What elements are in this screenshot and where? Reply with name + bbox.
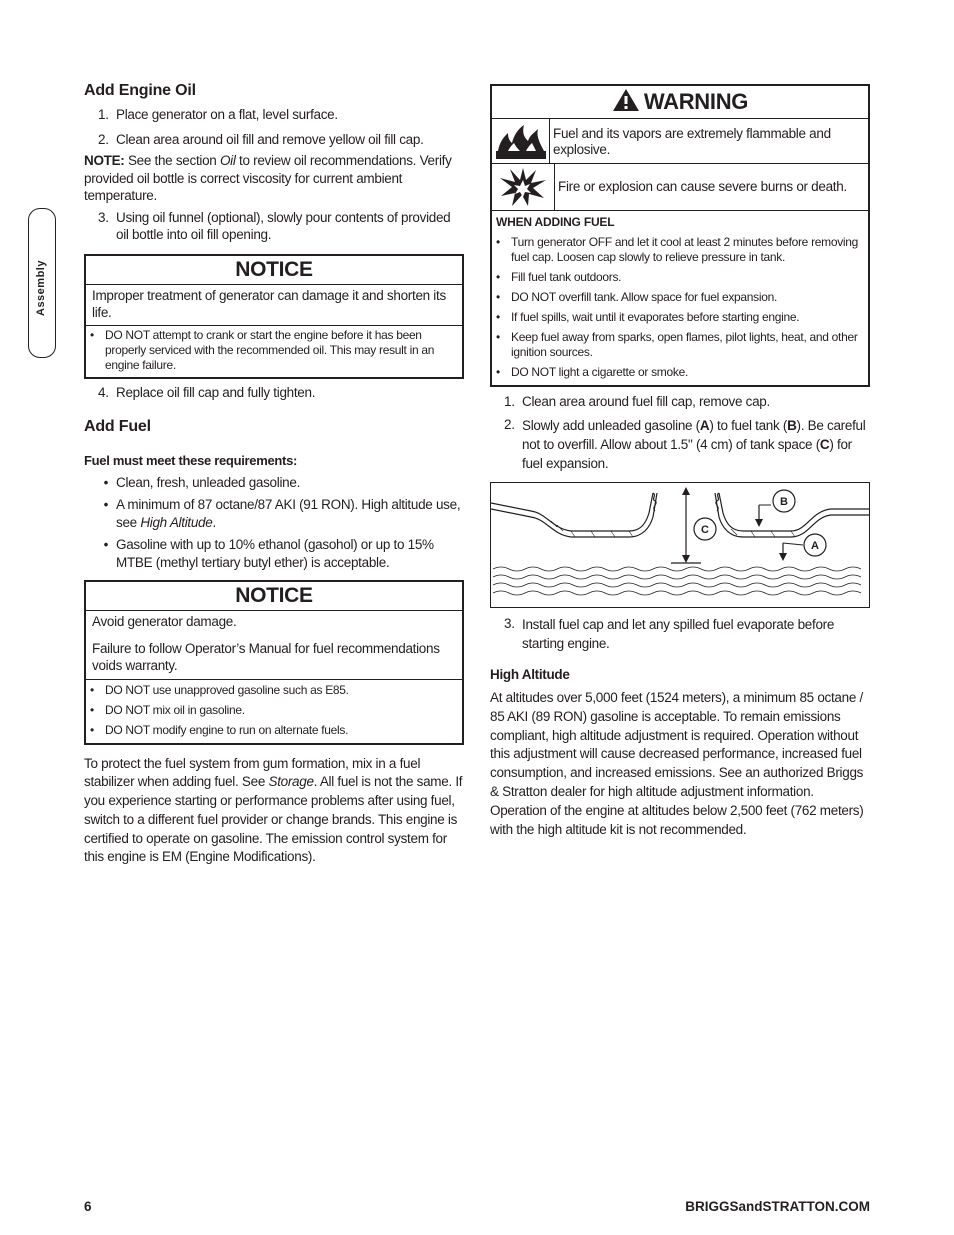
oil-step-3	[84, 209, 464, 244]
high-altitude-heading: High Altitude	[490, 666, 570, 682]
high-altitude-paragraph: At altitudes over 5,000 feet (1524 meters), a minimum 85 octane / 85 AKI (89 RON) gasoline is acceptable. To remain emissions compliant, high altitude adjustment is required. Operation without this adjustment will cause decreased performance, increased fuel consumption, and increased emissions. See an authorized Briggs & Stratton dealer for high altitude adjustment information. Operation of the engine at altitudes below 2,500 feet (762 meters) with the high altitude kit is not recommended.	[490, 690, 864, 837]
list-item: • DO NOT overfill tank. Allow space for fuel expansion.	[496, 290, 778, 304]
list-item: • Clean, fresh, unleaded gasoline.	[103, 474, 301, 490]
footer-website: BRIGGSandSTRATTON.COM	[685, 1199, 870, 1214]
notice-text: Failure to follow Operator’s Manual for fuel recommendations voids warranty.	[92, 640, 440, 673]
notice-text: Avoid generator damage.	[92, 614, 237, 629]
add-engine-oil-heading: Add Engine Oil	[84, 82, 196, 99]
notice-bullets	[90, 683, 456, 738]
explosion-icon	[498, 166, 548, 208]
notice-title: NOTICE	[86, 256, 462, 285]
notice-title: NOTICE	[86, 582, 462, 611]
list-item: 1. Place generator on a flat, level surface.	[98, 107, 338, 122]
page-number: 6	[84, 1199, 92, 1214]
notice-box-fuel	[84, 580, 464, 745]
list-item: • DO NOT modify engine to run on alternate fuels.	[90, 722, 349, 737]
list-item: • Gasoline with up to 10% ethanol (gasohol) or up to 15% MTBE (methyl tertiary butyl ether) is acceptable.	[103, 537, 434, 570]
notice-bullets	[90, 328, 456, 373]
fuel-tank-diagram	[490, 482, 870, 608]
warning-box	[490, 84, 870, 387]
list-item: • Turn generator OFF and let it cool at least 2 minutes before removing fuel cap. Loosen cap slowly to relieve pressure in tank.	[496, 235, 859, 264]
list-item: • If fuel spills, wait until it evaporates before starting engine.	[496, 310, 800, 324]
fuel-tank-illustration	[491, 483, 869, 607]
fuel-step-3	[490, 615, 870, 653]
left-column	[84, 80, 464, 867]
warning-subheading: WHEN ADDING FUEL	[496, 215, 615, 229]
fuel-stabilizer-paragraph: To protect the fuel system from gum formation, mix in a fuel stabilizer when adding fuel. See Storage. All fuel is not the same. If you experience starting or performance problems after using fuel, switch to a different fuel provider or change brands. This engine is certified to operate on gasoline. The emission control system for this engine is EM (Engine Modifications).	[84, 755, 463, 865]
label-c: C	[701, 523, 709, 536]
hazard-row	[492, 164, 868, 211]
list-item: • DO NOT mix oil in gasoline.	[90, 702, 245, 717]
notice-text: Improper treatment of generator can damage it and shorten its life.	[92, 287, 446, 320]
list-item: • DO NOT attempt to crank or start the engine before it has been properly serviced with the recommended oil. This may result in an engine failure.	[90, 327, 435, 372]
warning-title: WARNING	[492, 86, 868, 119]
list-item: • Keep fuel away from sparks, open flames, pilot lights, heat, and other ignition sources.	[496, 330, 858, 359]
right-column	[490, 84, 870, 839]
hazard-text: Fire or explosion can cause severe burns or death.	[558, 178, 847, 194]
notice-box-oil	[84, 254, 464, 379]
oil-note: NOTE: See the section Oil to review oil recommendations. Verify provided oil bottle is correct viscosity for current ambient temperature.	[84, 153, 452, 203]
list-item: 1. Clean area around fuel fill cap, remove cap.	[504, 394, 770, 409]
list-item: 2. Clean area around oil fill and remove yellow oil fill cap.	[98, 131, 424, 147]
warning-triangle-icon	[612, 88, 640, 112]
fuel-requirements-label: Fuel must meet these requirements:	[84, 453, 298, 468]
list-item: • DO NOT light a cigarette or smoke.	[496, 365, 688, 379]
flame-icon	[494, 121, 548, 161]
list-item: 4. Replace oil fill cap and fully tighten.	[98, 384, 316, 400]
label-a: A	[811, 539, 819, 552]
list-item: 2. Slowly add unleaded gasoline (A) to fuel tank (B). Be careful not to overfill. Allow about 1.5" (4 cm) of tank space (C) for fuel expansion.	[504, 416, 866, 471]
list-item: • Fill fuel tank outdoors.	[496, 270, 622, 284]
list-item: 3. Using oil funnel (optional), slowly pour contents of provided oil bottle into oil fill opening.	[98, 209, 451, 242]
list-item: • DO NOT use unapproved gasoline such as E85.	[90, 682, 349, 697]
hazard-text: Fuel and its vapors are extremely flammable and explosive.	[553, 125, 831, 157]
fuel-requirements-list	[84, 474, 464, 572]
warning-bullets	[496, 235, 862, 380]
label-b: B	[780, 495, 788, 508]
oil-step-4	[84, 384, 464, 402]
oil-steps	[84, 106, 464, 148]
list-item: 3. Install fuel cap and let any spilled fuel evaporate before starting engine.	[504, 615, 835, 651]
hazard-row	[492, 119, 868, 164]
side-tab-label: Assembly	[35, 260, 47, 316]
list-item: • A minimum of 87 octane/87 AKI (91 RON). High altitude use, see High Altitude.	[103, 497, 461, 530]
add-fuel-heading: Add Fuel	[84, 418, 151, 435]
fuel-steps	[490, 393, 870, 473]
